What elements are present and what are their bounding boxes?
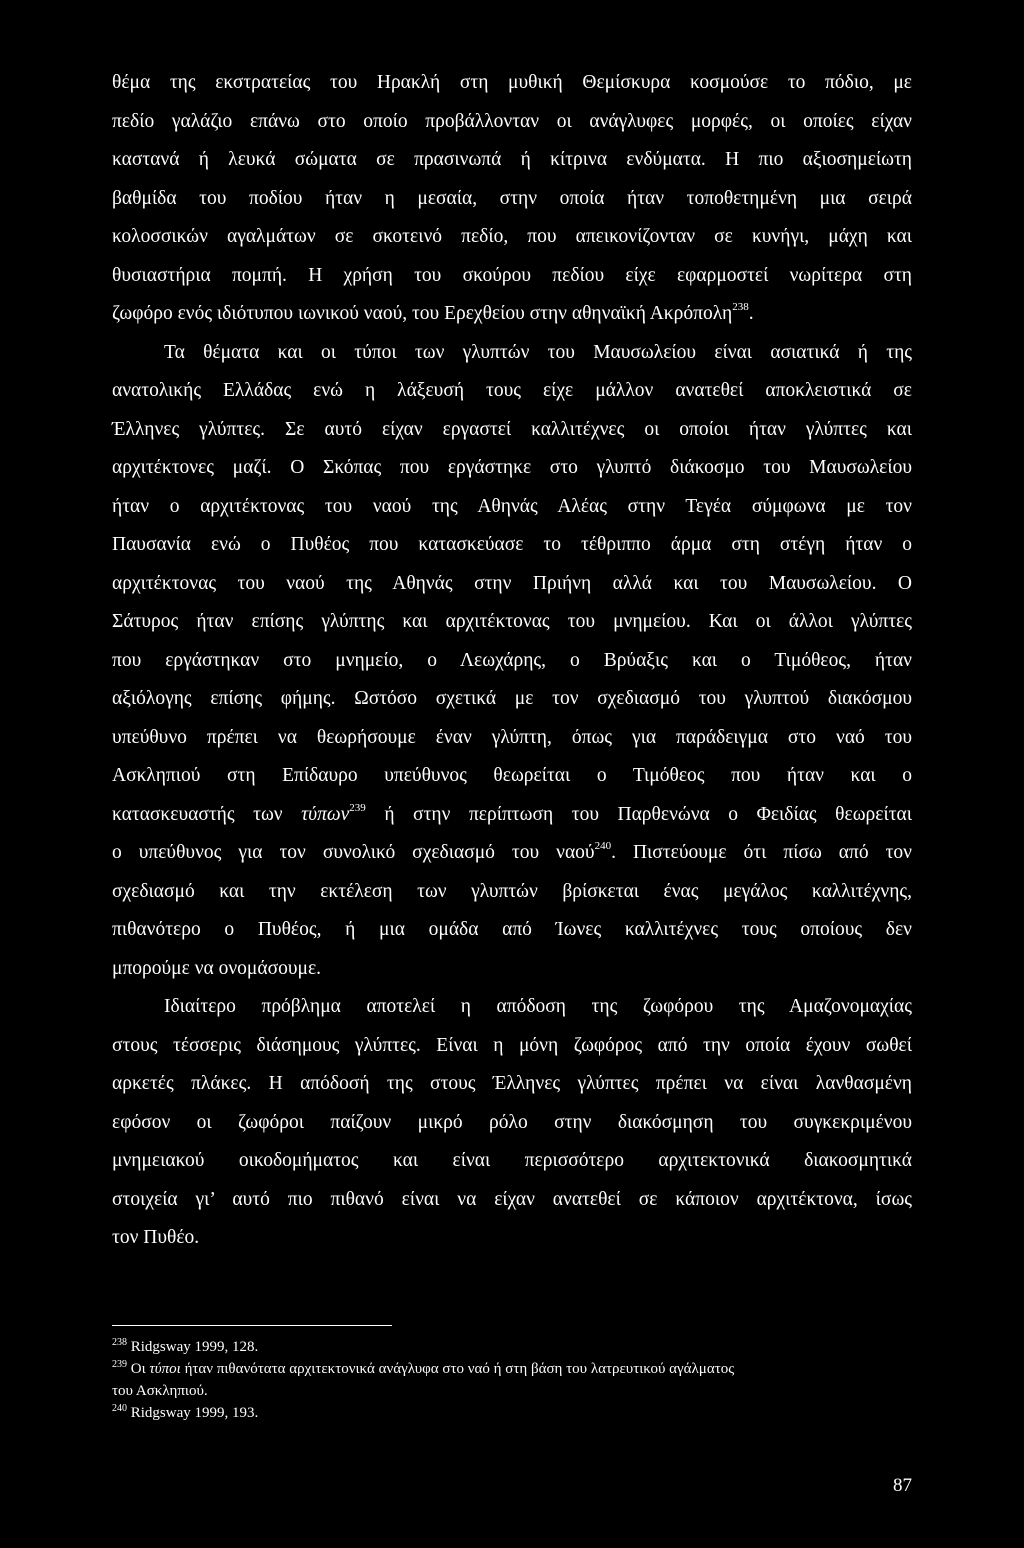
text-line: μπορούμε να ονομάσουμε. xyxy=(112,958,322,979)
text-line: που εργάστηκαν στο μνημείο, ο Λεωχάρης, ο Βρύαξις και ο Τιμόθεος, ήταν xyxy=(112,650,912,671)
text-line: Παυσανία ενώ ο Πυθέος που κατασκεύασε το τέθριππο άρμα στη στέγη ήταν ο xyxy=(112,534,912,555)
text-line: αρχιτέκτονες μαζί. Ο Σκόπας που εργάστηκε στο γλυπτό διάκοσμο του Μαυσωλείου xyxy=(112,457,912,478)
text-line: βαθμίδα του ποδίου ήταν η μεσαία, στην οποία ήταν τοποθετημένη μια σειρά xyxy=(112,188,912,209)
text-line xyxy=(112,302,912,326)
text-line: Τα θέματα και οι τύποι των γλυπτών του Μαυσωλείου είναι ασιατικά ή της xyxy=(164,342,912,363)
text-line: Σάτυρος ήταν επίσης γλύπτης και αρχιτέκτονας του μνημείου. Και οι άλλοι γλύπτες xyxy=(112,611,912,632)
text-line: Έλληνες γλύπτες. Σε αυτό είχαν εργαστεί καλλιτέχνες οι οποίοι ήταν γλύπτες και xyxy=(112,419,912,440)
text-line: ήταν ο αρχιτέκτονας του ναού της Αθηνάς Αλέας στην Τεγέα σύμφωνα με τον xyxy=(112,496,912,517)
footnote-ref-239[interactable]: 239 xyxy=(349,802,366,814)
text-segment: κατασκευαστής των xyxy=(112,804,302,825)
text-line: τον Πυθέο. xyxy=(112,1227,200,1248)
text-line xyxy=(112,841,912,865)
text-line: πεδίο γαλάζιο επάνω στο οποίο προβάλλονταν οι ανάγλυφες μορφές, οι οποίες είχαν xyxy=(112,111,912,132)
footnote-text: Ridgsway 1999, 128. xyxy=(127,1339,259,1355)
text-segment: . xyxy=(748,303,754,324)
footnote-238 xyxy=(112,1338,912,1356)
footnote-text: Ridgsway 1999, 193. xyxy=(127,1405,259,1421)
footnote-number: 239 xyxy=(112,1359,127,1370)
text-line xyxy=(112,803,912,827)
text-line: κολοσσικών αγαλμάτων σε σκοτεινό πεδίο, που απεικονίζονταν σε κυνήγι, μάχη και xyxy=(112,226,912,247)
footnote-text: Οι xyxy=(127,1361,150,1377)
text-line: θέμα της εκστρατείας του Ηρακλή στη μυθική Θεμίσκυρα κοσμούσε το πόδιο, με xyxy=(112,72,912,93)
footnote-text: ήταν πιθανότατα αρχιτεκτονικά ανάγλυφα στο ναό ή στη βάση του λατρευτικού αγάλματος xyxy=(180,1361,735,1377)
footnote-separator xyxy=(112,1325,392,1326)
text-line: στοιχεία γι’ αυτό πιο πιθανό είναι να είχαν ανατεθεί σε κάποιον αρχιτέκτονα, ίσως xyxy=(112,1189,912,1210)
text-line: υπεύθυνο πρέπει να θεωρήσουμε έναν γλύπτη, όπως για παράδειγμα στο ναό του xyxy=(112,727,912,748)
text-line: στους τέσσερις διάσημους γλύπτες. Είναι η μόνη ζωφόρος από την οποία έχουν σωθεί xyxy=(112,1035,912,1056)
page-number: 87 xyxy=(893,1475,912,1496)
text-line: πιθανότερο ο Πυθέος, ή μια ομάδα από Ίωνες καλλιτέχνες τους οποίους δεν xyxy=(112,919,912,940)
italic-term: τύποι xyxy=(149,1361,181,1377)
footnote-239 xyxy=(112,1360,912,1378)
text-line: αξιόλογης επίσης φήμης. Ωστόσο σχετικά με τον σχεδιασμό του γλυπτού διακόσμου xyxy=(112,688,912,709)
footnote-number: 240 xyxy=(112,1403,127,1414)
text-line: αρχιτέκτονας του ναού της Αθηνάς στην Πριήνη αλλά και του Μαυσωλείου. Ο xyxy=(112,573,912,594)
text-line: ανατολικής Ελλάδας ενώ η λάξευσή τους είχε μάλλον ανατεθεί αποκλειστικά σε xyxy=(112,380,912,401)
footnote-239-continued: του Ασκληπιού. xyxy=(112,1383,208,1399)
text-line: καστανά ή λευκά σώματα σε πρασινωπά ή κίτρινα ενδύματα. Η πιο αξιοσημείωτη xyxy=(112,149,912,170)
text-line: Ασκληπιού στη Επίδαυρο υπεύθυνος θεωρείται ο Τιμόθεος που ήταν και ο xyxy=(112,765,912,786)
text-line: Ιδιαίτερο πρόβλημα αποτελεί η απόδοση της ζωφόρου της Αμαζονομαχίας xyxy=(164,996,912,1017)
text-line: μνημειακού οικοδομήματος και είναι περισσότερο αρχιτεκτονικά διακοσμητικά xyxy=(112,1150,912,1171)
text-segment: . Πιστεύουμε ότι πίσω από τον xyxy=(611,842,913,863)
text-line: σχεδιασμό και την εκτέλεση των γλυπτών βρίσκεται ένας μεγάλος καλλιτέχνης, xyxy=(112,881,912,902)
footnote-ref-238[interactable]: 238 xyxy=(732,301,749,313)
italic-term: τύπων xyxy=(301,804,350,825)
footnote-240 xyxy=(112,1404,912,1422)
text-line: αρκετές πλάκες. Η απόδοσή της στους Έλληνες γλύπτες πρέπει να είναι λανθασμένη xyxy=(112,1073,912,1094)
footnote-number: 238 xyxy=(112,1337,127,1348)
text-segment: ζωφόρο ενός ιδιότυπου ιωνικού ναού, του Ερεχθείου στην αθηναϊκή Ακρόπολη xyxy=(112,303,733,324)
text-segment: ο υπεύθυνος για τον συνολικό σχεδιασμό του ναού xyxy=(112,842,595,863)
text-line: εφόσον οι ζωφόροι παίζουν μικρό ρόλο στην διακόσμηση του συγκεκριμένου xyxy=(112,1112,912,1133)
footnote-ref-240[interactable]: 240 xyxy=(594,840,612,852)
text-segment: ή στην περίπτωση του Παρθενώνα ο Φειδίας θεωρείται xyxy=(365,804,913,825)
text-line: θυσιαστήρια πομπή. Η χρήση του σκούρου πεδίου είχε εφαρμοστεί νωρίτερα στη xyxy=(112,265,912,286)
